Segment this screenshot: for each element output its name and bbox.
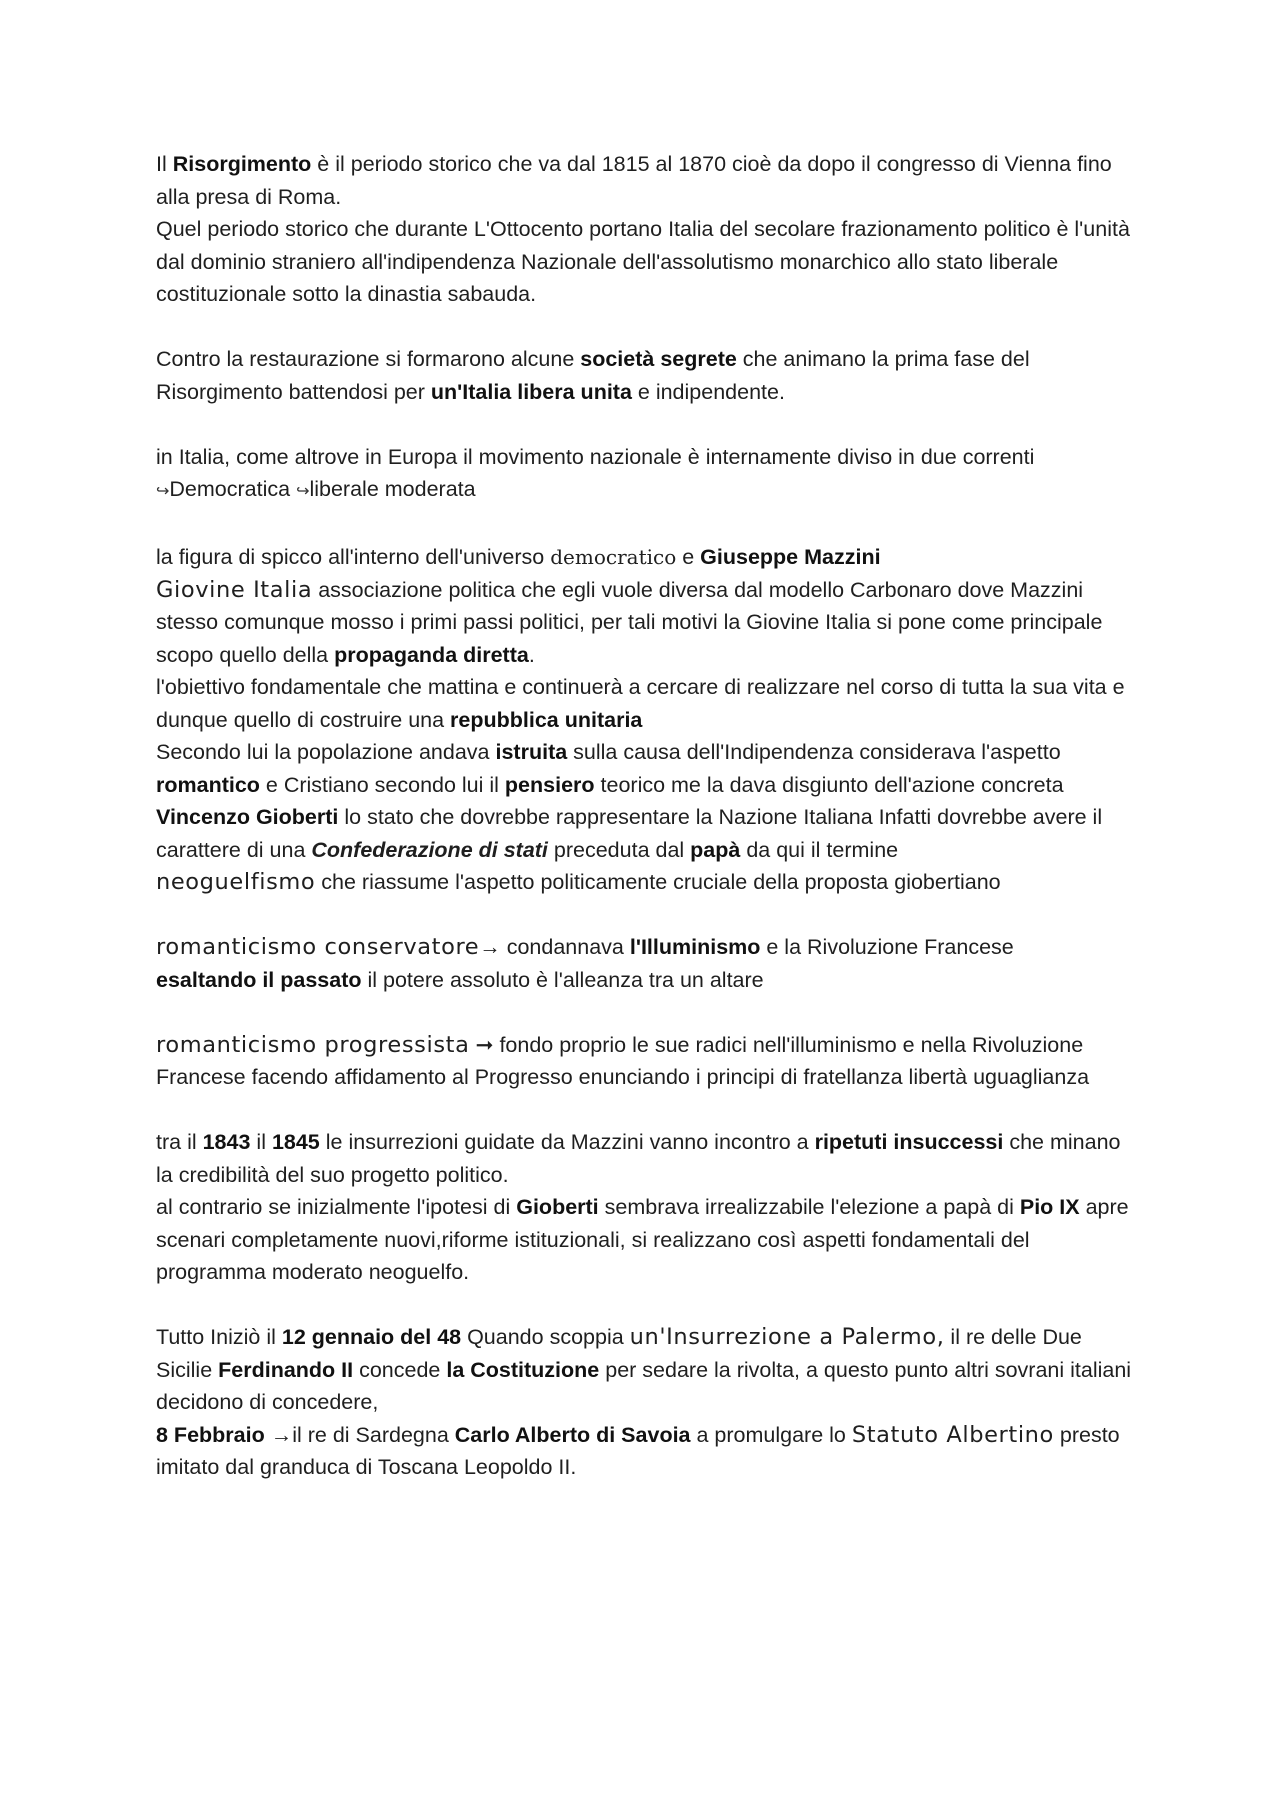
text-line [156, 343, 1136, 408]
text: apre scenari completamente nuovi,riforme istituzionali, si realizzano così aspetti fondamentali del programma moderato neoguelfo. [156, 1195, 1129, 1284]
paragraph-insurrezioni [156, 1126, 1136, 1289]
text: e indipendente. [631, 379, 785, 404]
text-line [156, 541, 1136, 574]
paragraph-1848 [156, 1321, 1136, 1484]
term-risorgimento: Risorgimento [172, 152, 312, 176]
term-democratico: democratico [550, 545, 677, 569]
text: l'obiettivo fondamentale che mattina e continuerà a cercare di realizzare nel corso di tutta la sua vita e dunque quello di costruire una [156, 675, 1125, 732]
term-propaganda: propaganda diretta [334, 642, 529, 667]
term-costituzione: la Costituzione [446, 1357, 600, 1382]
year-1845: 1845 [271, 1130, 320, 1154]
term-societa-segrete: società segrete [580, 347, 737, 371]
term-repubblica: repubblica unitaria [450, 707, 643, 732]
text: al contrario se inizialmente l'ipotesi di [156, 1195, 517, 1219]
text-line: in Italia, come altrove in Europa il movimento nazionale è internamente diviso in due correnti [156, 444, 1035, 469]
term-gioberti: Vincenzo Gioberti [156, 805, 339, 829]
term-carlo-alberto: Carlo Alberto di Savoia [454, 1422, 691, 1447]
term-gioberti: Gioberti [516, 1195, 599, 1219]
hook-arrow-icon: ↪ [296, 483, 310, 500]
text-line [156, 736, 1136, 801]
text: teorico me la dava disgiunto dell'azione concreta [594, 772, 1064, 797]
text: Quando scoppia [461, 1325, 630, 1349]
term-romanticismo-conservatore: romanticismo conservatore [156, 934, 480, 960]
date-12-gennaio: 12 gennaio del 48 [281, 1325, 462, 1349]
year-1843: 1843 [202, 1130, 251, 1154]
document-body [156, 148, 1136, 1516]
text: Tutto Iniziò il [156, 1325, 282, 1349]
right-arrow-icon: → [479, 935, 501, 959]
text: per sedare la rivolta, a questo punto altri sovrani italiani decidono di concedere, [156, 1357, 1132, 1414]
term-giovine-italia: Giovine Italia [156, 576, 313, 603]
text-line [156, 1191, 1136, 1289]
text-line [156, 801, 1136, 899]
text-line [156, 671, 1136, 736]
term-papa: papà [690, 837, 741, 862]
text: sulla causa dell'Indipendenza considerava l'aspetto [567, 740, 1061, 764]
text: è il periodo storico che va dal 1815 al 1870 cioè da dopo il congresso di Vienna fino alla presa di Roma. [156, 152, 1112, 209]
text: e la Rivoluzione Francese [760, 935, 1014, 959]
text-line [156, 931, 1136, 996]
date-8-febbraio: 8 Febbraio [156, 1422, 265, 1447]
paragraph-correnti [156, 441, 1136, 509]
term-illuminismo: l'Illuminismo [629, 935, 761, 959]
term-confederazione: Confederazione di stati [311, 837, 548, 862]
text: concede [353, 1357, 447, 1382]
text: preceduta dal [547, 837, 691, 862]
text-line [156, 148, 1136, 213]
right-arrow-icon: ➞ [469, 1032, 494, 1057]
text: Il [156, 152, 173, 176]
text: il potere assoluto è l'alleanza tra un altare [361, 967, 764, 992]
text: liberale moderata [309, 477, 476, 501]
term-neoguelfismo: neoguelfismo [156, 869, 316, 895]
paragraph-mazzini-gioberti [156, 541, 1136, 899]
text: da qui il termine [740, 837, 899, 862]
text-line [156, 1126, 1136, 1191]
text: associazione politica che egli vuole diversa dal modello Carbonaro dove Mazzini stesso comunque mosso i primi passi politici, per tali motivi la Giovine Italia si pone come principale scopo quello della [156, 577, 1103, 667]
text: le insurrezioni guidate da Mazzini vanno incontro a [319, 1130, 815, 1154]
text: Secondo lui la popolazione andava [156, 740, 496, 764]
text: la figura di spicco all'interno dell'universo [156, 545, 551, 569]
term-mazzini: Giuseppe Mazzini [700, 545, 881, 569]
text: che riassume l'aspetto politicamente cruciale della proposta giobertiano [315, 870, 1001, 894]
text: tra il [156, 1130, 203, 1154]
term-statuto-albertino: Statuto Albertino [851, 1421, 1054, 1448]
paragraph-romanticismo-progressista [156, 1029, 1136, 1094]
text-line [156, 1029, 1136, 1094]
term-romanticismo-progressista: romanticismo progressista [156, 1031, 470, 1058]
text: il [250, 1130, 272, 1154]
term-istruita: istruita [495, 740, 568, 764]
term-esaltando-passato: esaltando il passato [156, 967, 362, 992]
text: il re di Sardegna [292, 1422, 455, 1447]
right-arrow-icon: → [264, 1422, 293, 1447]
paragraph-risorgimento [156, 148, 1136, 311]
text: . [528, 642, 535, 667]
text-line [156, 473, 1136, 509]
text-line [156, 1321, 1136, 1419]
text: che minano la credibilità del suo progetto politico. [156, 1130, 1121, 1187]
term-insurrezione-palermo: un'Insurrezione a Palermo, [629, 1324, 945, 1350]
term-ferdinando: Ferdinando II [218, 1357, 354, 1382]
text: il re delle Due Sicilie [156, 1325, 1082, 1382]
hook-arrow-icon: ↪ [156, 483, 170, 500]
term-pensiero: pensiero [504, 772, 595, 797]
text: Contro la restaurazione si formarono alcune [156, 347, 581, 371]
term-pio-ix: Pio IX [1019, 1195, 1080, 1219]
text-line: Quel periodo storico che durante L'Ottocento portano Italia del secolare frazionamento politico è l'unità dal dominio straniero all'indipendenza Nazionale dell'assolutismo monarchico allo stato liberale costituzionale sotto la dinastia sabauda. [156, 217, 1130, 306]
term-insuccessi: ripetuti insuccessi [814, 1130, 1004, 1154]
term-italia-unita: un'Italia libera unita [430, 379, 632, 404]
text-line [156, 574, 1136, 672]
text: fondo proprio le sue radici nell'illuminismo e nella Rivoluzione Francese facendo affidamento al Progresso enunciando i principi di fratellanza libertà uguaglianza [156, 1032, 1090, 1089]
text: lo stato che dovrebbe rappresentare la Nazione Italiana Infatti dovrebbe avere il carattere di una [156, 805, 1103, 862]
text-line [156, 1419, 1136, 1484]
term-romantico: romantico [156, 772, 260, 797]
text: e [676, 545, 701, 569]
text: a promulgare lo [690, 1422, 852, 1447]
paragraph-romanticismo-conservatore [156, 931, 1136, 996]
text: Democratica [169, 477, 297, 501]
text: condannava [500, 935, 630, 959]
text: presto imitato dal granduca di Toscana Leopoldo II. [156, 1422, 1120, 1479]
text: e Cristiano secondo lui il [259, 772, 505, 797]
paragraph-societa-segrete [156, 343, 1136, 408]
text: sembrava irrealizzabile l'elezione a papà di [598, 1195, 1020, 1219]
text: che animano la prima fase del Risorgimento battendosi per [156, 347, 1030, 404]
